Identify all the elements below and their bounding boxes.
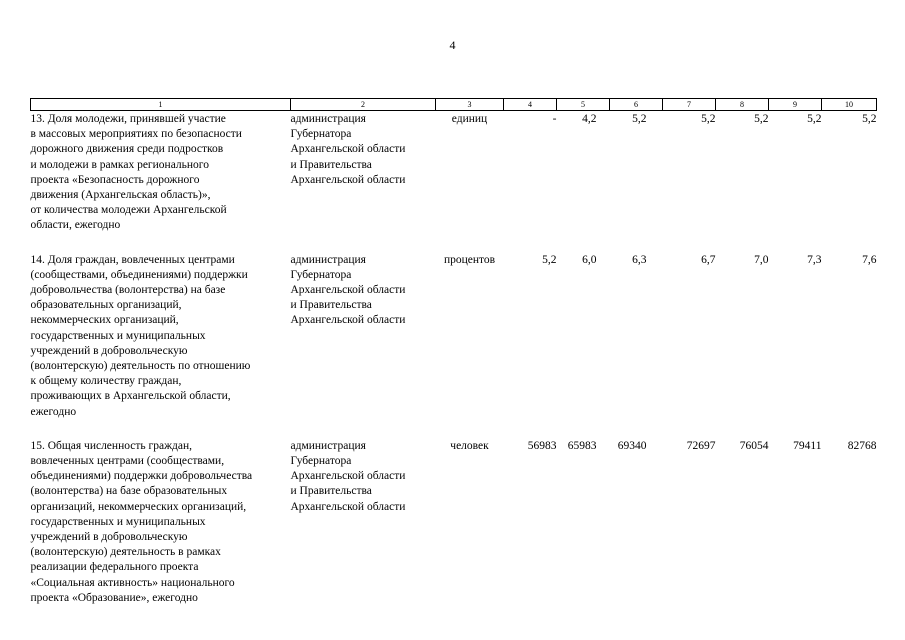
column-header-9: 9 [769, 99, 822, 111]
value-col-5: 6,0 [582, 253, 597, 266]
responsible-executor: администрация Губернатора Архангельской области и Правительства Архангельской области [290, 113, 406, 186]
value-col-8: 5,2 [754, 113, 769, 125]
value-col-7: 72697 [686, 439, 716, 452]
unit-of-measure: человек [450, 439, 489, 452]
value-col-4: 5,2 [542, 253, 557, 266]
indicator-row-13 [31, 111, 877, 253]
value-col-9: 5,2 [807, 113, 822, 125]
value-col-8: 76054 [739, 439, 769, 452]
value-col-6: 6,3 [632, 253, 647, 266]
value-col-9: 7,3 [807, 253, 822, 266]
column-header-7: 7 [663, 99, 716, 111]
value-col-5: 65983 [567, 439, 597, 452]
unit-of-measure: процентов [443, 253, 496, 266]
page-number: 4 [449, 38, 456, 52]
responsible-executor: администрация Губернатора Архангельской области и Правительства Архангельской области [290, 439, 406, 513]
indicator-name: 15. Общая численность граждан, вовлеченных центрами (сообществами, объединениями) поддержки добровольчества (волонтерства) на базе образовательных организаций, некоммерческих организаций, государственных и муниципальных учреждений в добровольческую (волонтерскую) деятельность в рамках реализации федерального проекта «Социальная активность» национального проекта «Образование», ежегодно [30, 439, 253, 604]
unit-of-measure: единиц [451, 113, 488, 125]
value-col-10: 7,6 [862, 253, 877, 266]
column-header-3: 3 [436, 99, 504, 111]
value-col-10: 5,2 [862, 113, 877, 125]
value-col-9: 79411 [793, 439, 822, 452]
value-col-5: 4,2 [582, 113, 597, 125]
column-header-4: 4 [504, 99, 557, 111]
column-header-2: 2 [291, 99, 436, 111]
indicator-name: 13. Доля молодежи, принявшей участие в массовых мероприятиях по безопасности дорожного движения среди подростков и молодежи в рамках регионального проекта «Безопасность дорожного движения (Архангельская область)», от количества молодежи Архангельской области, ежегодно [30, 113, 242, 232]
column-number-header-row [31, 99, 877, 111]
indicator-row-15 [31, 439, 877, 625]
value-col-4: 56983 [527, 439, 557, 452]
value-col-6: 69340 [617, 439, 647, 452]
value-col-7: 5,2 [701, 113, 716, 125]
column-header-8: 8 [716, 99, 769, 111]
indicator-row-14 [31, 253, 877, 439]
column-header-10: 10 [822, 99, 877, 111]
indicator-name: 14. Доля граждан, вовлеченных центрами (сообществами, объединениями) поддержки добровольчества (волонтерства) на базе образовательных организаций, некоммерческих организаций, государственных и муниципальных учреждений в добровольческую (волонтерскую) деятельность по отношению к общему количеству граждан, проживающих в Архангельской области, ежегодно [30, 253, 251, 418]
value-col-7: 6,7 [701, 253, 716, 266]
value-col-8: 7,0 [754, 253, 769, 266]
column-header-5: 5 [557, 99, 610, 111]
value-col-6: 5,2 [632, 113, 647, 125]
column-header-6: 6 [610, 99, 663, 111]
indicators-table [30, 98, 877, 625]
column-header-1: 1 [31, 99, 291, 111]
responsible-executor: администрация Губернатора Архангельской области и Правительства Архангельской области [290, 253, 406, 327]
value-col-10: 82768 [847, 439, 877, 452]
value-col-4: - [552, 113, 557, 125]
